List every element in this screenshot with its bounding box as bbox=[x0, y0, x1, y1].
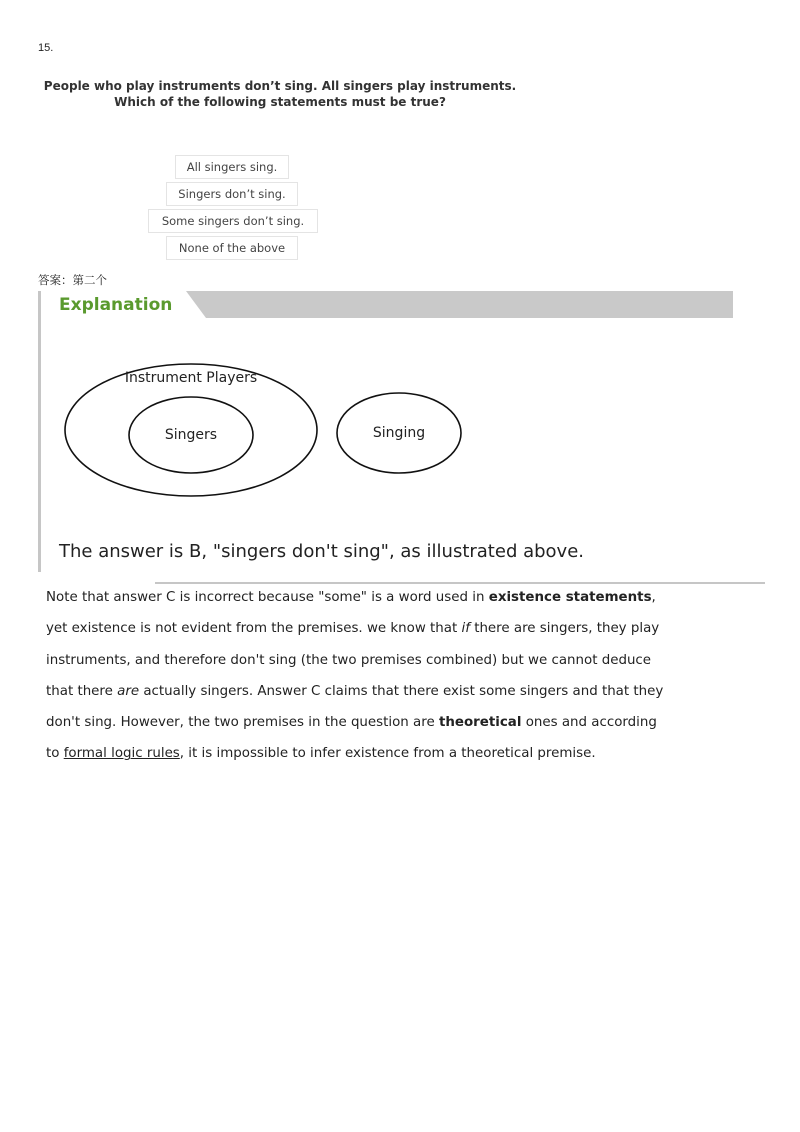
prompt-line-1: People who play instruments don’t sing. All singers play instruments. bbox=[43, 79, 517, 93]
instrument-players-label: Instrument Players bbox=[124, 370, 258, 386]
note-text: actually singers. Answer C claims that there exist some singers and that they don't sing. However, the two premises in the question are bbox=[46, 683, 664, 731]
explanation-title: Explanation bbox=[59, 295, 173, 315]
prompt-line-2: Which of the following statements must be true? bbox=[114, 95, 446, 109]
answer-label: 答案：第二个 bbox=[38, 273, 107, 287]
venn-diagram bbox=[41, 330, 481, 510]
option-a[interactable]: All singers sing. bbox=[175, 155, 289, 179]
note-italic-are: are bbox=[117, 683, 140, 699]
option-d[interactable]: None of the above bbox=[166, 236, 298, 260]
option-b[interactable]: Singers don’t sing. bbox=[166, 182, 298, 206]
singers-label: Singers bbox=[164, 427, 218, 443]
note-bold-theoretical: theoretical bbox=[438, 715, 522, 731]
question-prompt bbox=[40, 78, 520, 110]
note-text: , it is impossible to infer existence from a theoretical premise. bbox=[179, 746, 596, 762]
note-text: there are singers, they play instruments, and therefore don't sing (the two premises combined) but we cannot deduce that there bbox=[46, 621, 660, 699]
option-c[interactable]: Some singers don’t sing. bbox=[148, 209, 318, 233]
note-text: ones and according to bbox=[46, 715, 657, 762]
note-italic-if: if bbox=[461, 621, 470, 637]
formal-logic-rules-link[interactable]: formal logic rules bbox=[63, 746, 180, 762]
question-number: 15. bbox=[38, 42, 54, 54]
explanation-answer: The answer is B, "singers don't sing", as illustrated above. bbox=[59, 541, 585, 562]
note-bold-existence-statements: existence statements bbox=[488, 590, 652, 605]
note-paragraph bbox=[46, 582, 666, 770]
note-text: , yet existence is not evident from the premises. we know that bbox=[46, 590, 656, 637]
singing-label: Singing bbox=[372, 425, 426, 441]
note-text: Note that answer C is incorrect because "some" is a word used in bbox=[46, 590, 489, 605]
